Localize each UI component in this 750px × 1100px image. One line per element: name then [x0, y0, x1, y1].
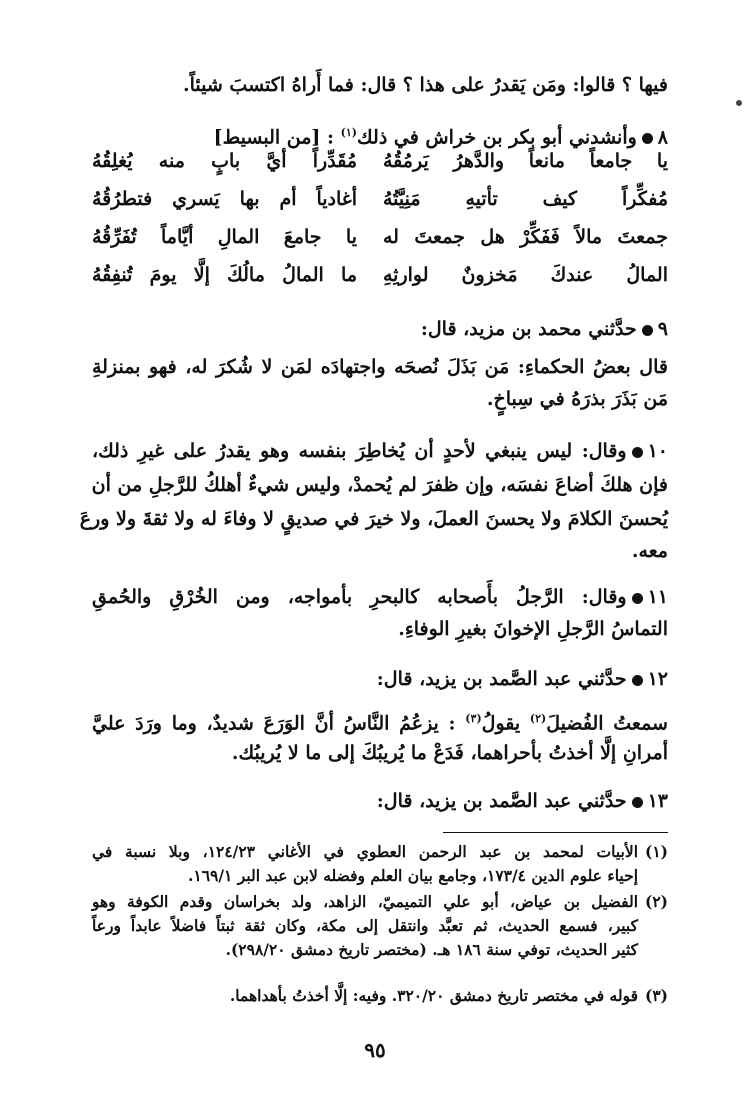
verse-first-hemistich: يا جامعاً مانعاً والدَّهرُ يَرمُقُهُ [383, 150, 668, 172]
verse-row [92, 188, 668, 222]
section-11-first-line [92, 582, 668, 612]
section-bullet-icon [632, 447, 643, 458]
paragraph-text: وقال: الرَّجلُ بأَصحابه كالبحرِ بأمواجه، ومن الخُرْقِ والحُمقِ [92, 586, 627, 608]
paragraph-line: يُحسنَ الكلامَ ولا يحسنَ العملَ، ولا خيرَ في صديقٍ لا وفاءَ له ولا ثقةَ ولا ورعَ [79, 508, 668, 530]
verse-first-hemistich: مُفكِّراً كيف تأتيهِ مَنِيَّتُهُ [383, 188, 668, 210]
section-bullet-icon [632, 675, 643, 686]
section-number: ٩ [657, 318, 668, 340]
footnote-ref: (٢) [529, 712, 547, 725]
section-bullet-icon [642, 325, 653, 336]
page-number: ٩٥ [364, 1038, 386, 1062]
section-9-heading [92, 314, 668, 344]
paragraph-text: سمعتُ الفُضيلَ [546, 712, 668, 735]
paragraph-line: قال بعضُ الحكماءِ: مَن بَذَلَ نُصحَه واجتهادَه لمَن لا شُكرَ له، فهو بمنزلةِ [92, 356, 668, 378]
verse-row [92, 264, 668, 298]
verse-first-hemistich: جمعتَ مالاً فَفَكِّرْ هل جمعتَ له [383, 226, 668, 248]
paragraph-text: وقال: ليس ينبغي لأحدٍ أن يُخاطِرَ بنفسه وهو يقدرُ على غيرِ ذلك، [92, 440, 627, 462]
paragraph-line [92, 704, 668, 738]
verse-second-hemistich: ما المالُ مالُكَ إلَّا يومَ تُنفِقُهُ [92, 264, 357, 286]
footnote-line: كبير، فسمع الحديث، ثم تعبَّد وانتقل إلى مكة، وكان ثقة ثبتاً فاضلاً عابداً ورعاً [92, 916, 638, 935]
footnote [92, 890, 668, 962]
meter-label: : [من البسيط] [213, 126, 335, 149]
footnote [92, 840, 668, 888]
paragraph-line: فإن هلكَ أضاعَ نفسَه، وإن ظفرَ لم يُحمدْ، وليس شيءٌ أهلكُ للرَّجلِ من أن [91, 474, 668, 496]
paragraph-line: التماسُ الرَّجلِ الإخوانَ بغيرِ الوفاءِ. [398, 618, 668, 640]
footnote-divider [443, 832, 668, 833]
margin-mark [736, 100, 742, 106]
section-heading-text: حدَّثني عبد الصَّمد بن يزيد، قال: [376, 668, 627, 690]
section-bullet-icon [642, 133, 653, 144]
footnote-number: (٣) [644, 986, 668, 1005]
verse-second-hemistich: يا جامعَ المالِ أيَّاماً تُفَرِّقُهُ [92, 226, 357, 248]
section-bullet-icon [632, 593, 643, 604]
section-number: ١٠ [647, 440, 668, 462]
section-heading-text: وأنشدني أبو بكر بن خراش في ذلك [357, 126, 637, 149]
intro-line: فيها ؟ قالوا: ومَن يَقدرُ على هذا ؟ قال: فما أَراهُ اكتسبَ شيئاً. [183, 74, 668, 96]
section-heading-text: حدَّثني عبد الصَّمد بن يزيد، قال: [376, 790, 627, 812]
section-heading-text: حدَّثني محمد بن مزيد، قال: [420, 318, 637, 340]
paragraph-line: أمرانِ إلَّا أخذتُ بأحراهما، فَدَعْ ما يُريبُكَ إلى ما لا يُريبُك. [231, 742, 668, 764]
footnote-line: الفضيل بن عياض، أبو علي التميميّ، الزاهد، ولد بخراسان وقدم الكوفة وهو [92, 892, 638, 911]
verse-first-hemistich: المالُ عندكَ مَخزونٌ لوارثِهِ [383, 264, 668, 286]
footnote-line: إحياء علوم الدين ١٧٣/٤، وجامع بيان العلم وفضله لابن عبد البر ١٦٩/١. [188, 866, 638, 885]
section-13-heading [92, 786, 668, 816]
footnote-line: قوله في مختصر تاريخ دمشق ٣٢٠/٢٠. وفيه: إلَّا أخذتُ بأهداهما. [229, 986, 638, 1005]
footnote-ref: (٣) [465, 712, 482, 725]
footnote-number: (٢) [644, 892, 668, 911]
paragraph-text: : يزعُمُ النَّاسُ أنَّ الوَرَعَ شديدٌ، وما ورَدَ عليَّ [92, 712, 456, 735]
paragraph-text: يقولُ [481, 712, 521, 735]
verse-second-hemistich: مُقَدِّراً أيَّ بابٍ منه يُغلِقُهُ [92, 150, 357, 172]
section-10-first-line [92, 436, 668, 466]
footnote-ref: (١) [340, 126, 358, 139]
footnote-line: كثير الحديث، توفي سنة ١٨٦ هـ. (مختصر تاريخ دمشق ٢٩٨/٢٠). [225, 940, 638, 959]
section-number: ٨ [657, 126, 668, 149]
section-number: ١٢ [647, 668, 668, 690]
paragraph-line: مَن بَذَرَ بذرَهُ في سِباخٍ. [486, 388, 668, 410]
footnote [92, 984, 668, 1008]
verse-row [92, 226, 668, 260]
verse-second-hemistich: أغادياً أم بها يَسري فتطرُقُهُ [92, 188, 357, 210]
footnote-number: (١) [644, 842, 668, 861]
section-bullet-icon [632, 797, 643, 808]
footnote-line: الأبيات لمحمد بن عبد الرحمن العطوي في الأغاني ١٢٤/٢٣، وبلا نسبة في [92, 842, 639, 861]
paragraph-line: معه. [631, 540, 668, 562]
section-number: ١٣ [647, 790, 668, 812]
section-12-heading [92, 664, 668, 694]
section-number: ١١ [647, 586, 668, 608]
section-8-heading [92, 118, 668, 152]
verse-row [92, 150, 668, 184]
